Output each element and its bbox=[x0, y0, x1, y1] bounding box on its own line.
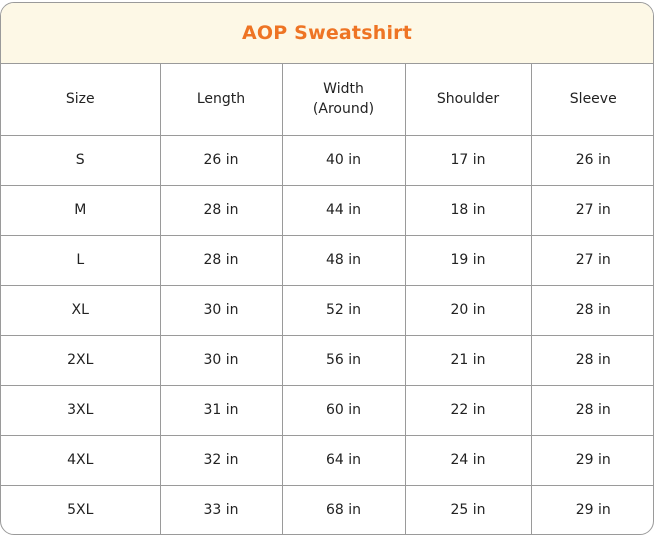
cell-shoulder: 17 in bbox=[405, 135, 531, 185]
table-row bbox=[1, 135, 654, 185]
cell-width: 44 in bbox=[282, 185, 405, 235]
cell-width: 56 in bbox=[282, 335, 405, 385]
cell-sleeve: 28 in bbox=[531, 335, 654, 385]
cell-size: 4XL bbox=[1, 435, 160, 485]
cell-width: 52 in bbox=[282, 285, 405, 335]
cell-shoulder: 24 in bbox=[405, 435, 531, 485]
cell-length: 32 in bbox=[160, 435, 282, 485]
cell-size: L bbox=[1, 235, 160, 285]
cell-shoulder: 22 in bbox=[405, 385, 531, 435]
cell-length: 28 in bbox=[160, 185, 282, 235]
table-row bbox=[1, 435, 654, 485]
cell-sleeve: 28 in bbox=[531, 385, 654, 435]
table-row bbox=[1, 285, 654, 335]
table-row bbox=[1, 485, 654, 535]
cell-length: 26 in bbox=[160, 135, 282, 185]
cell-length: 28 in bbox=[160, 235, 282, 285]
header-row bbox=[1, 64, 654, 135]
table-body bbox=[1, 135, 654, 535]
header-length: Length bbox=[160, 64, 282, 135]
table-row bbox=[1, 385, 654, 435]
header-width bbox=[282, 64, 405, 135]
cell-sleeve: 28 in bbox=[531, 285, 654, 335]
cell-length: 30 in bbox=[160, 335, 282, 385]
cell-sleeve: 26 in bbox=[531, 135, 654, 185]
cell-width: 64 in bbox=[282, 435, 405, 485]
cell-shoulder: 21 in bbox=[405, 335, 531, 385]
cell-shoulder: 18 in bbox=[405, 185, 531, 235]
cell-size: M bbox=[1, 185, 160, 235]
cell-sleeve: 29 in bbox=[531, 435, 654, 485]
cell-length: 33 in bbox=[160, 485, 282, 535]
cell-shoulder: 19 in bbox=[405, 235, 531, 285]
header-width-label: Width (Around) bbox=[312, 81, 375, 118]
cell-size: XL bbox=[1, 285, 160, 335]
cell-size: 5XL bbox=[1, 485, 160, 535]
header-shoulder: Shoulder bbox=[405, 64, 531, 135]
table-row bbox=[1, 335, 654, 385]
cell-length: 31 in bbox=[160, 385, 282, 435]
cell-size: S bbox=[1, 135, 160, 185]
cell-shoulder: 20 in bbox=[405, 285, 531, 335]
header-sleeve: Sleeve bbox=[531, 64, 654, 135]
header-size: Size bbox=[1, 64, 160, 135]
cell-width: 48 in bbox=[282, 235, 405, 285]
cell-width: 60 in bbox=[282, 385, 405, 435]
cell-sleeve: 29 in bbox=[575, 502, 611, 519]
cell-sleeve: 27 in bbox=[531, 235, 654, 285]
cell-width: 68 in bbox=[282, 485, 405, 535]
size-chart-table bbox=[1, 64, 654, 535]
title-bar bbox=[1, 3, 653, 64]
cell-size: 2XL bbox=[1, 335, 160, 385]
size-chart-title: AOP Sweatshirt bbox=[241, 22, 413, 44]
cell-shoulder: 25 in bbox=[405, 485, 531, 535]
size-chart-card bbox=[0, 2, 654, 535]
cell-length: 30 in bbox=[160, 285, 282, 335]
cell-sleeve: 27 in bbox=[531, 185, 654, 235]
table-row bbox=[1, 185, 654, 235]
table-row bbox=[1, 235, 654, 285]
cell-width: 40 in bbox=[282, 135, 405, 185]
cell-size: 3XL bbox=[1, 385, 160, 435]
